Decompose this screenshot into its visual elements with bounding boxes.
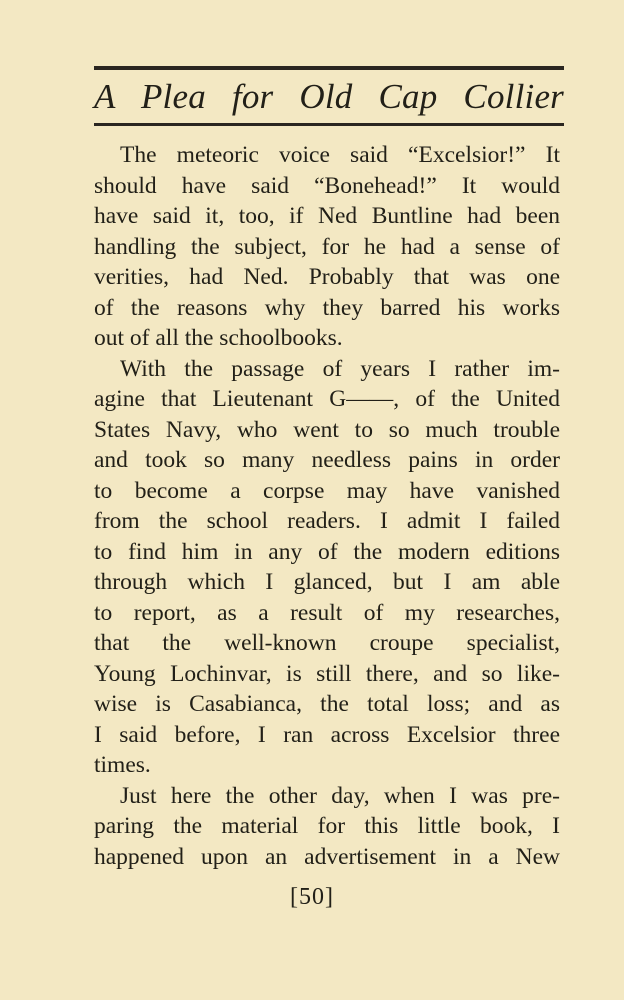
text-line: out of all the schoolbooks.	[94, 325, 343, 351]
text-line: Just here the other day, when I was pre-	[120, 782, 560, 809]
text-line: handling the subject, for he had a sense of	[94, 233, 560, 260]
text-line: agine that Lieutenant G——, of the United	[94, 386, 560, 412]
text-line: to find him in any of the modern editions	[94, 538, 560, 565]
text-line: and took so many needless pains in order	[94, 447, 560, 473]
text-line: have said it, too, if Ned Buntline had been	[94, 203, 560, 229]
text-line: happened upon an advertisement in a New	[94, 843, 560, 870]
text-line: The meteoric voice said “Excelsior!” It	[120, 142, 560, 168]
text-line: I said before, I ran across Excelsior three	[94, 721, 560, 748]
text-line: of the reasons why they barred his works	[94, 294, 560, 321]
text-line: States Navy, who went to so much trouble	[94, 416, 560, 443]
text-line: from the school readers. I admit I failed	[94, 508, 560, 534]
body-text	[94, 140, 560, 872]
header-rule-bottom	[94, 123, 564, 126]
text-line: Young Lochinvar, is still there, and so like-	[94, 660, 560, 687]
text-line: to become a corpse may have vanished	[94, 477, 560, 504]
page-number: [50]	[290, 884, 334, 910]
text-line: times.	[94, 752, 151, 778]
text-line: wise is Casabianca, the total loss; and as	[94, 691, 560, 717]
text-line: verities, had Ned. Probably that was one	[94, 264, 560, 290]
header-rule-top	[94, 66, 564, 70]
text-line: to report, as a result of my researches,	[94, 599, 560, 626]
text-line: With the passage of years I rather im-	[120, 355, 560, 382]
running-title: A Plea for Old Cap Collier	[94, 77, 564, 116]
text-line: that the well-known croupe specialist,	[94, 630, 560, 656]
text-line: through which I glanced, but I am able	[94, 569, 560, 595]
text-line: paring the material for this little book, I	[94, 813, 560, 839]
text-line: should have said “Bonehead!” It would	[94, 172, 560, 199]
